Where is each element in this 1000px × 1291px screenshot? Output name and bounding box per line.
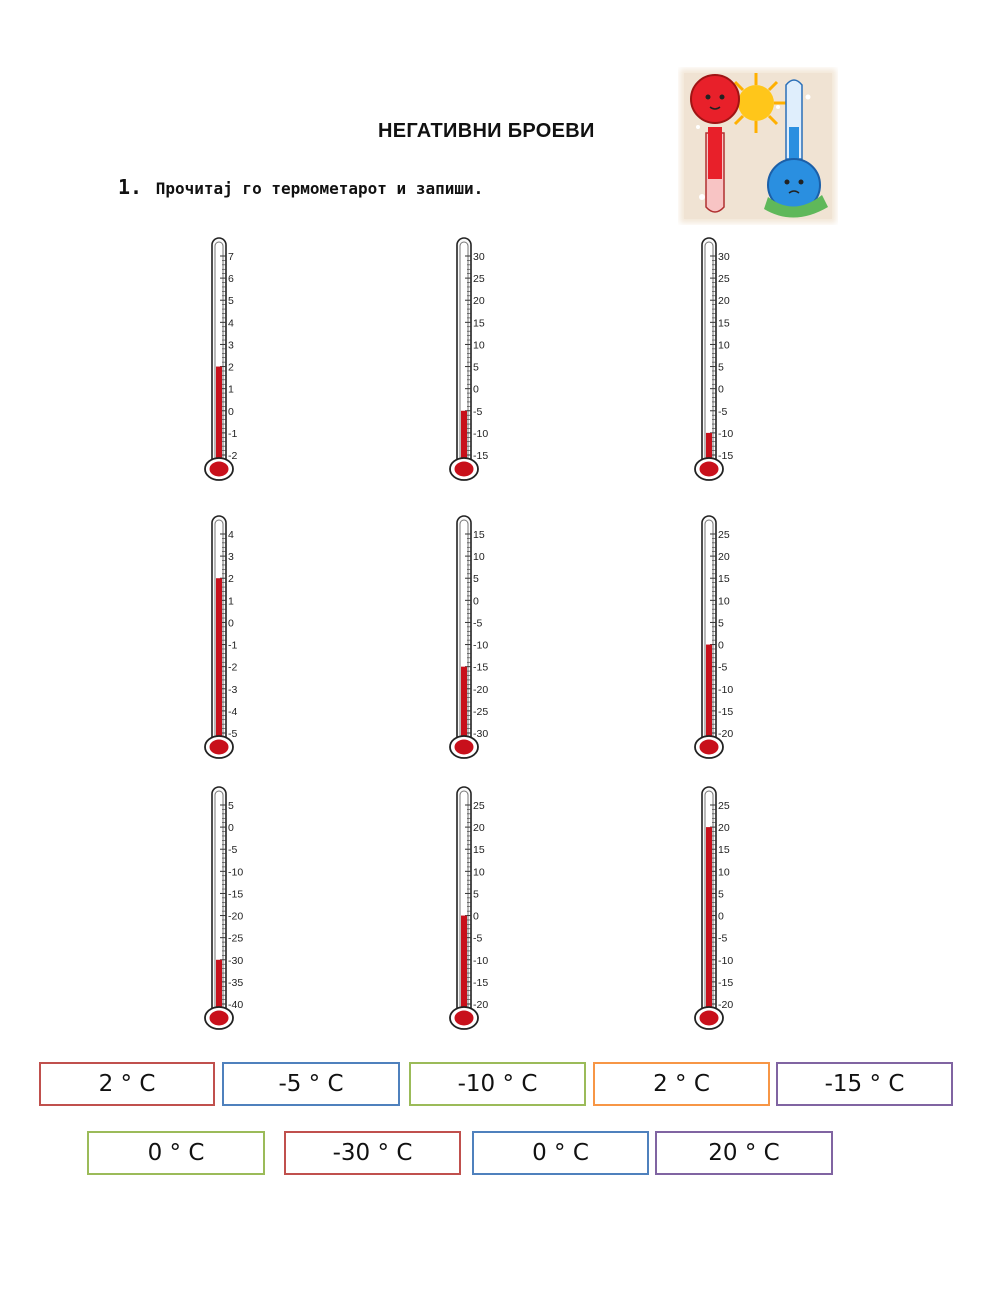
mercury-bulb	[700, 1011, 719, 1026]
tick-label: 4	[228, 529, 234, 541]
tick-label: 25	[718, 529, 730, 541]
tick-label: -5	[228, 728, 238, 740]
thermometer-4	[196, 514, 266, 769]
tick-label: 5	[228, 295, 234, 308]
tick-label: 10	[473, 551, 485, 564]
tick-label: 1	[228, 595, 234, 608]
tick-label: 10	[718, 595, 730, 608]
mercury-bulb	[210, 740, 229, 755]
tick-label: 0	[718, 910, 724, 923]
tick-label: 0	[473, 595, 479, 608]
tick-label: -2	[228, 450, 238, 462]
mercury-column	[706, 645, 712, 747]
mercury-bulb	[700, 462, 719, 477]
tick-label: -2	[228, 661, 238, 674]
answer-card[interactable]: 20 ° C	[655, 1131, 833, 1175]
tick-label: 10	[718, 866, 730, 879]
tick-label: 15	[473, 844, 485, 857]
thermometer-3	[686, 236, 756, 491]
answer-card[interactable]: 0 ° C	[472, 1131, 649, 1175]
tick-label: -10	[718, 683, 734, 696]
thermometer-9	[686, 785, 756, 1040]
tick-label: -10	[473, 639, 489, 652]
answer-card[interactable]: 2 ° C	[39, 1062, 215, 1106]
tick-label: -20	[473, 999, 489, 1011]
tick-label: 6	[228, 273, 234, 286]
tick-label: 7	[228, 251, 234, 263]
tick-label: -15	[718, 450, 734, 462]
tick-label: -10	[473, 427, 489, 440]
thermometer-7	[196, 785, 266, 1040]
mercury-bulb	[210, 1011, 229, 1026]
tick-label: -10	[718, 427, 734, 440]
tick-label: -20	[473, 683, 489, 696]
tick-label: 20	[718, 822, 730, 835]
tick-label: 25	[473, 273, 485, 286]
tick-label: 10	[473, 339, 485, 352]
thermometer-2	[441, 236, 511, 491]
tick-label: -30	[473, 728, 489, 740]
mercury-column	[461, 916, 467, 1018]
tick-label: 3	[228, 339, 234, 352]
instruction-text: Прочитај го термометарот и запиши.	[155, 179, 484, 198]
tick-label: 2	[228, 573, 234, 586]
tick-label: -5	[718, 661, 728, 674]
tick-label: 0	[228, 822, 234, 835]
tick-label: -5	[228, 844, 238, 857]
tick-label: 5	[473, 573, 479, 586]
tick-label: 5	[718, 888, 724, 901]
tick-label: 25	[473, 800, 485, 812]
answer-card[interactable]: 2 ° C	[593, 1062, 770, 1106]
instruction	[118, 175, 483, 199]
tick-label: 20	[473, 822, 485, 835]
worksheet-title: НЕГАТИВНИ БРОЕВИ	[378, 120, 595, 142]
tick-label: 10	[718, 339, 730, 352]
mercury-column	[461, 667, 467, 747]
tick-label: -10	[228, 866, 244, 879]
thermometer-5	[441, 514, 511, 769]
tick-label: -15	[473, 450, 489, 462]
tick-label: -15	[473, 661, 489, 674]
tick-label: -5	[473, 405, 483, 418]
tick-label: -1	[228, 639, 238, 652]
tick-label: 20	[718, 551, 730, 564]
tick-label: 5	[718, 617, 724, 630]
tick-label: 15	[473, 317, 485, 330]
answer-card[interactable]: -10 ° C	[409, 1062, 586, 1106]
tick-label: 15	[718, 317, 730, 330]
thermometer-1	[196, 236, 266, 491]
tick-label: -30	[228, 954, 244, 967]
tick-label: -20	[718, 728, 734, 740]
tick-label: -10	[473, 954, 489, 967]
mercury-bulb	[700, 740, 719, 755]
answer-card[interactable]: -15 ° C	[776, 1062, 953, 1106]
tick-label: 0	[228, 405, 234, 418]
answer-card[interactable]: 0 ° C	[87, 1131, 265, 1175]
tick-label: -15	[228, 888, 244, 901]
tick-label: -3	[228, 683, 238, 696]
tick-label: 20	[718, 295, 730, 308]
tick-label: 2	[228, 361, 234, 374]
tick-label: -5	[718, 405, 728, 418]
tick-label: 25	[718, 273, 730, 286]
tick-label: -1	[228, 427, 238, 440]
tick-label: -25	[473, 705, 489, 718]
tick-label: -40	[228, 999, 244, 1011]
tick-label: 0	[718, 639, 724, 652]
tick-label: 0	[228, 617, 234, 630]
tick-label: -20	[718, 999, 734, 1011]
thermometer-6	[686, 514, 756, 769]
mercury-column	[706, 827, 712, 1018]
tick-label: -4	[228, 705, 238, 718]
tick-label: 1	[228, 383, 234, 396]
instruction-number: 1.	[118, 175, 143, 199]
tick-label: 4	[228, 317, 234, 330]
tick-label: 15	[473, 529, 485, 541]
answer-card[interactable]: -5 ° C	[222, 1062, 400, 1106]
tick-label: 30	[718, 251, 730, 263]
tick-label: -35	[228, 976, 244, 989]
mercury-bulb	[455, 740, 474, 755]
tick-label: -5	[473, 617, 483, 630]
tick-label: 5	[228, 800, 234, 812]
tick-label: 3	[228, 551, 234, 564]
tick-label: -25	[228, 932, 244, 945]
tick-label: 0	[473, 910, 479, 923]
mercury-bulb	[210, 462, 229, 477]
tick-label: -15	[718, 705, 734, 718]
tick-label: -15	[718, 976, 734, 989]
tick-label: 10	[473, 866, 485, 879]
tick-label: 0	[718, 383, 724, 396]
mercury-column	[216, 367, 222, 469]
thermometers-illustration	[678, 67, 838, 225]
tick-label: -15	[473, 976, 489, 989]
tick-label: 0	[473, 383, 479, 396]
mercury-bulb	[455, 462, 474, 477]
tick-label: 25	[718, 800, 730, 812]
answer-card[interactable]: -30 ° C	[284, 1131, 461, 1175]
tick-label: -20	[228, 910, 244, 923]
mercury-column	[216, 578, 222, 747]
tick-label: -10	[718, 954, 734, 967]
thermometer-8	[441, 785, 511, 1040]
tick-label: 15	[718, 844, 730, 857]
tick-label: -5	[718, 932, 728, 945]
tick-label: 20	[473, 295, 485, 308]
tick-label: 5	[473, 888, 479, 901]
tick-label: 5	[718, 361, 724, 374]
mercury-bulb	[455, 1011, 474, 1026]
tick-label: -5	[473, 932, 483, 945]
tick-label: 15	[718, 573, 730, 586]
tick-label: 5	[473, 361, 479, 374]
tick-label: 30	[473, 251, 485, 263]
